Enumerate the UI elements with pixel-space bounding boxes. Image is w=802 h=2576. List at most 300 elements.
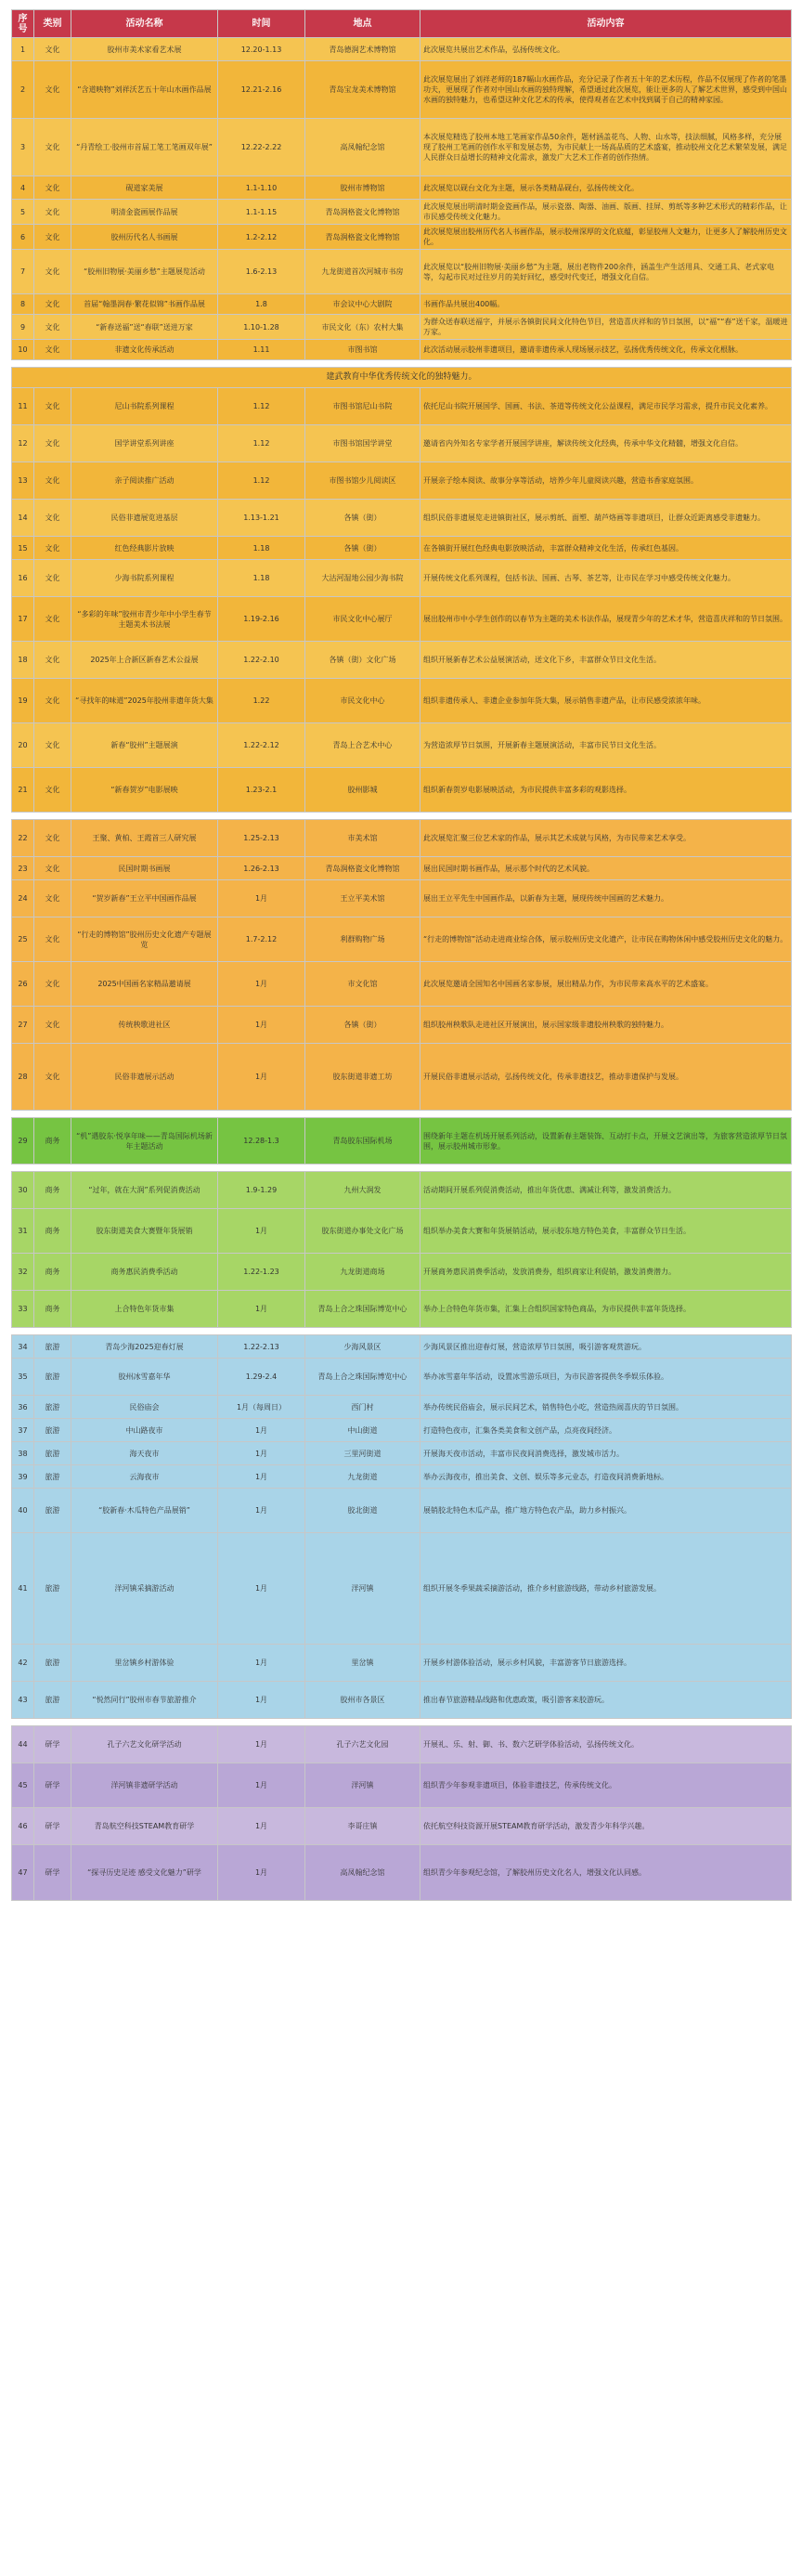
table-row [12,679,792,723]
cell-type: 文化 [34,315,71,340]
table-row [12,1007,792,1044]
cell-time: 12.21-2.16 [218,61,305,119]
cell-type: 文化 [34,1044,71,1111]
cell-no: 38 [12,1442,34,1465]
cell-place: 各镇（街） [305,537,420,560]
cell-time: 1月 [218,1845,305,1901]
cell-name: 商务惠民消费季活动 [71,1254,218,1291]
cell-content: 开展乡村游体验活动，展示乡村风貌，丰富游客节日旅游选择。 [420,1645,792,1682]
cell-content: 组织新春贺岁电影展映活动，为市民提供丰富多彩的观影选择。 [420,768,792,813]
cell-type: 商务 [34,1209,71,1254]
cell-time: 1月 [218,1465,305,1489]
cell-time: 1月 [218,1645,305,1682]
table-row [12,1442,792,1465]
cell-name: 胶州历代名人书画展 [71,225,218,250]
cell-place: 青岛润格瓷文化博物馆 [305,200,420,225]
cell-no: 23 [12,857,34,880]
table-row [12,1645,792,1682]
cell-name: 云海夜市 [71,1465,218,1489]
cell-place: 孔子六艺文化园 [305,1726,420,1763]
section-gap [12,360,792,368]
cell-no: 14 [12,500,34,537]
cell-no: 36 [12,1396,34,1419]
cell-content: 本次展览精选了胶州本地工笔画家作品50余件，题材涵盖花鸟、人物、山水等，技法细腻，风格多样，充分展现了胶州工笔画的创作水平和发展态势，为市民献上一场高品质的艺术盛宴，推动胶州文化艺术繁荣发展，满足人民群众日益增长的精神文化需求，激发广大艺术工作者的创作热情。 [420,119,792,176]
cell-time: 1.9-1.29 [218,1172,305,1209]
cell-type: 商务 [34,1118,71,1164]
cell-content: 举办传统民俗庙会，展示民间艺术，销售特色小吃，营造热闹喜庆的节日氛围。 [420,1396,792,1419]
table-row [12,917,792,962]
table-row [12,768,792,813]
table-row [12,1726,792,1763]
cell-time: 1.11 [218,340,305,360]
cell-type: 旅游 [34,1682,71,1719]
cell-place: 各镇（街）文化广场 [305,642,420,679]
table-row [12,880,792,917]
cell-content: 依托尼山书院开展国学、国画、书法、茶道等传统文化公益课程，满足市民学习需求，提升市民文化素养。 [420,388,792,425]
section-gap-cell [12,1328,792,1335]
cell-type: 文化 [34,462,71,500]
cell-no: 29 [12,1118,34,1164]
table-row [12,1808,792,1845]
cell-name: 民俗非遗展示活动 [71,1044,218,1111]
cell-no: 34 [12,1335,34,1359]
table-row [12,597,792,642]
table-row [12,820,792,857]
cell-place: 九龙街道 [305,1465,420,1489]
cell-content: 此次展览以“胶州旧物展·美丽乡愁”为主题，展出老物件200余件，涵盖生产生活用具、交通工具、老式家电等，勾起市民对过往岁月的美好回忆，感受时代变迁，增强文化自信。 [420,250,792,294]
cell-content: 此次展览展出明清时期金瓷画作品，展示瓷器、陶器、油画、版画、挂屏、剪纸等多种艺术形式的精彩作品，让市民感受传统文化魅力。 [420,200,792,225]
cell-time: 1.6-2.13 [218,250,305,294]
cell-name: 青岛少海2025迎春灯展 [71,1335,218,1359]
section-banner: 建武教育中华优秀传统文化的独特魅力。 [12,368,792,388]
cell-no: 9 [12,315,34,340]
cell-place: 市图书馆尼山书院 [305,388,420,425]
cell-name: 胶州冰雪嘉年华 [71,1359,218,1396]
cell-type: 文化 [34,250,71,294]
cell-content: 此次展览邀请全国知名中国画名家参展，展出精品力作，为市民带来高水平的艺术盛宴。 [420,962,792,1007]
cell-no: 42 [12,1645,34,1682]
cell-place: 大沽河湿地公园少海书院 [305,560,420,597]
section-gap [12,1328,792,1335]
cell-place: 青岛上合艺术中心 [305,723,420,768]
section-gap-cell [12,1111,792,1118]
cell-no: 2 [12,61,34,119]
cell-name: “多彩的年味”胶州市青少年中小学生春节主题美术书法展 [71,597,218,642]
cell-place: 胶北街道 [305,1489,420,1533]
cell-type: 文化 [34,820,71,857]
cell-place: 利群购物广场 [305,917,420,962]
cell-time: 1月 [218,1682,305,1719]
cell-no: 7 [12,250,34,294]
cell-time: 1.19-2.16 [218,597,305,642]
cell-time: 1月 [218,880,305,917]
cell-name: “丹青绘工·胶州市首届工笔工笔画双年展” [71,119,218,176]
cell-no: 10 [12,340,34,360]
cell-no: 8 [12,294,34,315]
section-gap [12,1111,792,1118]
cell-content: 组织开展冬季果蔬采摘游活动，推介乡村旅游线路，带动乡村旅游发展。 [420,1533,792,1645]
cell-name: 洋河镇采摘游活动 [71,1533,218,1645]
cell-type: 文化 [34,642,71,679]
cell-no: 46 [12,1808,34,1845]
table-row [12,500,792,537]
cell-content: 邀请省内外知名专家学者开展国学讲座，解读传统文化经典，传承中华文化精髓，增强文化自信。 [420,425,792,462]
cell-name: “胶新春·木瓜特色产品展销” [71,1489,218,1533]
cell-place: 胶东街道办事处文化广场 [305,1209,420,1254]
cell-time: 1月 [218,1763,305,1808]
cell-time: 1.1-1.15 [218,200,305,225]
cell-no: 31 [12,1209,34,1254]
cell-type: 商务 [34,1291,71,1328]
cell-name: 2025中国画名家精品邀请展 [71,962,218,1007]
table-row [12,1533,792,1645]
table-row [12,1396,792,1419]
cell-content: 展出王立平先生中国画作品，以新春为主题，展现传统中国画的艺术魅力。 [420,880,792,917]
cell-no: 47 [12,1845,34,1901]
cell-place: 市图书馆 [305,340,420,360]
cell-place: 市民文化中心展厅 [305,597,420,642]
cell-name: 海天夜市 [71,1442,218,1465]
cell-type: 文化 [34,200,71,225]
cell-content: 展出民国时期书画作品，展示那个时代的艺术风貌。 [420,857,792,880]
cell-type: 文化 [34,537,71,560]
section-gap [12,813,792,820]
cell-place: 西门村 [305,1396,420,1419]
header-content: 活动内容 [420,10,792,38]
cell-content: 此次展览展出胶州历代名人书画作品，展示胶州深厚的文化底蕴，彰显胶州人文魅力，让更多人了解胶州历史文化。 [420,225,792,250]
cell-no: 6 [12,225,34,250]
cell-name: 国学讲堂系列讲座 [71,425,218,462]
cell-type: 文化 [34,723,71,768]
cell-name: 民俗非遗展览进基层 [71,500,218,537]
cell-content: 举办上合特色年货市集，汇集上合组织国家特色商品，为市民提供丰富年货选择。 [420,1291,792,1328]
table-row [12,1209,792,1254]
cell-content: 组织举办美食大赛和年货展销活动，展示胶东地方特色美食，丰富群众节日生活。 [420,1209,792,1254]
cell-content: 组织胶州秧歌队走进社区开展演出，展示国家级非遗胶州秧歌的独特魅力。 [420,1007,792,1044]
cell-name: 胶东街道美食大赛暨年货展销 [71,1209,218,1254]
cell-type: 文化 [34,294,71,315]
cell-content: 开展礼、乐、射、御、书、数六艺研学体验活动，弘扬传统文化。 [420,1726,792,1763]
cell-content: 推出春节旅游精品线路和优惠政策，吸引游客来胶游玩。 [420,1682,792,1719]
cell-name: 胶州市美术家看艺术展 [71,38,218,61]
cell-no: 13 [12,462,34,500]
cell-type: 旅游 [34,1645,71,1682]
table-row [12,315,792,340]
table-row [12,1419,792,1442]
cell-type: 研学 [34,1808,71,1845]
cell-place: 各镇（街） [305,1007,420,1044]
table-row [12,462,792,500]
cell-name: 孔子六艺文化研学活动 [71,1726,218,1763]
cell-place: 胶州影城 [305,768,420,813]
cell-no: 25 [12,917,34,962]
cell-type: 文化 [34,560,71,597]
cell-no: 43 [12,1682,34,1719]
table-row [12,294,792,315]
cell-no: 40 [12,1489,34,1533]
cell-content: 开展亲子绘本阅读、故事分享等活动，培养少年儿童阅读兴趣，营造书香家庭氛围。 [420,462,792,500]
cell-time: 1月 [218,1533,305,1645]
section-gap-cell [12,1719,792,1726]
cell-name: 中山路夜市 [71,1419,218,1442]
cell-no: 12 [12,425,34,462]
header-type: 类别 [34,10,71,38]
cell-time: 1.7-2.12 [218,917,305,962]
cell-type: 文化 [34,38,71,61]
cell-place: 九州大润发 [305,1172,420,1209]
cell-content: 此次展览共展出艺术作品，弘扬传统文化。 [420,38,792,61]
table-row [12,962,792,1007]
cell-place: 里岔镇 [305,1645,420,1682]
cell-place: 胶东街道非遗工坊 [305,1044,420,1111]
table-row [12,1172,792,1209]
cell-place: 王立平美术馆 [305,880,420,917]
cell-time: 1.25-2.13 [218,820,305,857]
table-row [12,250,792,294]
cell-content: 少海风景区推出迎春灯展，营造浓厚节日氛围，吸引游客观赏游玩。 [420,1335,792,1359]
cell-name: “机”遇胶东·悦享年味——青岛国际机场新年主题活动 [71,1118,218,1164]
cell-name: 红色经典影片放映 [71,537,218,560]
cell-type: 文化 [34,500,71,537]
cell-content: 此次展览汇聚三位艺术家的作品，展示其艺术成就与风格，为市民带来艺术享受。 [420,820,792,857]
cell-no: 37 [12,1419,34,1442]
table-row [12,61,792,119]
cell-time: 1.13-1.21 [218,500,305,537]
cell-no: 11 [12,388,34,425]
cell-name: “新春送福”送“春联”送进万家 [71,315,218,340]
cell-content: 组织非遗传承人、非遗企业参加年货大集，展示销售非遗产品，让市民感受浓浓年味。 [420,679,792,723]
cell-no: 19 [12,679,34,723]
cell-no: 17 [12,597,34,642]
cell-place: 市美术馆 [305,820,420,857]
cell-content: 开展海天夜市活动，丰富市民夜间消费选择，激发城市活力。 [420,1442,792,1465]
cell-type: 文化 [34,61,71,119]
cell-time: 1月 [218,1419,305,1442]
table-header-row [12,10,792,38]
section-gap [12,1164,792,1172]
cell-content: 开展民俗非遗展示活动，弘扬传统文化，传承非遗技艺，推动非遗保护与发展。 [420,1044,792,1111]
cell-no: 35 [12,1359,34,1396]
header-no: 序号 [12,10,34,38]
cell-no: 26 [12,962,34,1007]
table-row [12,1254,792,1291]
cell-place: 少海风景区 [305,1335,420,1359]
table-row [12,225,792,250]
cell-place: 九龙街道首次河城市书房 [305,250,420,294]
cell-content: 围绕新年主题在机场开展系列活动，设置新春主题装饰、互动打卡点，开展文艺演出等，为旅客营造浓厚节日氛围，展示胶州城市形象。 [420,1118,792,1164]
cell-no: 4 [12,176,34,200]
cell-time: 1.8 [218,294,305,315]
cell-name: 里岔镇乡村游体验 [71,1645,218,1682]
cell-type: 文化 [34,962,71,1007]
cell-place: 市图书馆少儿阅读区 [305,462,420,500]
cell-name: “寻找年的味道”2025年胶州非遗年货大集 [71,679,218,723]
cell-content: 举办冰雪嘉年华活动，设置冰雪游乐项目，为市民游客提供冬季娱乐体验。 [420,1359,792,1396]
cell-place: 市会议中心大剧院 [305,294,420,315]
cell-place: 胶州市博物馆 [305,176,420,200]
cell-no: 28 [12,1044,34,1111]
cell-type: 文化 [34,679,71,723]
cell-type: 研学 [34,1763,71,1808]
cell-content: 为营造浓厚节日氛围，开展新春主题展演活动，丰富市民节日文化生活。 [420,723,792,768]
cell-type: 旅游 [34,1533,71,1645]
cell-time: 1.2-2.12 [218,225,305,250]
cell-type: 研学 [34,1845,71,1901]
cell-no: 15 [12,537,34,560]
cell-name: 洋河镇非遗研学活动 [71,1763,218,1808]
table-row [12,1489,792,1533]
cell-name: 民国时期书画展 [71,857,218,880]
cell-type: 旅游 [34,1442,71,1465]
table-row [12,1845,792,1901]
table-row [12,537,792,560]
cell-name: 少海书院系列课程 [71,560,218,597]
table-row [12,723,792,768]
cell-content: 组织开展新春艺术公益展演活动，送文化下乡，丰富群众节日文化生活。 [420,642,792,679]
cell-place: 李哥庄镇 [305,1808,420,1845]
cell-place: 高凤翰纪念馆 [305,119,420,176]
section-gap-cell [12,1164,792,1172]
cell-time: 1.29-2.4 [218,1359,305,1396]
cell-time: 1.26-2.13 [218,857,305,880]
cell-time: 1月（每周日） [218,1396,305,1419]
cell-time: 1.22-2.13 [218,1335,305,1359]
cell-content: 为群众送春联送福字，并展示各镇街民间文化特色节目，营造喜庆祥和的节日氛围，以“福”“春”送千家，温暖进万家。 [420,315,792,340]
table-body [12,38,792,1901]
table-row [12,1044,792,1111]
cell-place: 青岛润格瓷文化博物馆 [305,857,420,880]
cell-content: 依托航空科技资源开展STEAM教育研学活动，激发青少年科学兴趣。 [420,1808,792,1845]
cell-place: 市民文化（东）农村大集 [305,315,420,340]
cell-type: 研学 [34,1726,71,1763]
cell-name: 首届“翰墨润春·繁花似锦”书画作品展 [71,294,218,315]
cell-place: 洋河镇 [305,1533,420,1645]
cell-place: 三里河街道 [305,1442,420,1465]
cell-no: 16 [12,560,34,597]
cell-time: 1月 [218,1291,305,1328]
cell-name: “胶州旧物展·美丽乡愁”主题展览活动 [71,250,218,294]
cell-type: 文化 [34,768,71,813]
table-row [12,642,792,679]
cell-name: 新春“胶州”主题展演 [71,723,218,768]
cell-content: 书画作品共展出400幅。 [420,294,792,315]
cell-time: 12.22-2.22 [218,119,305,176]
cell-type: 旅游 [34,1335,71,1359]
section-banner-row [12,368,792,388]
cell-type: 旅游 [34,1359,71,1396]
cell-no: 32 [12,1254,34,1291]
cell-type: 文化 [34,597,71,642]
table-row [12,1465,792,1489]
cell-time: 12.28-1.3 [218,1118,305,1164]
cell-type: 旅游 [34,1465,71,1489]
cell-content: 组织青少年参观纪念馆，了解胶州历史文化名人，增强文化认同感。 [420,1845,792,1901]
cell-no: 33 [12,1291,34,1328]
cell-place: 青岛润格瓷文化博物馆 [305,225,420,250]
table-row [12,1335,792,1359]
cell-type: 文化 [34,176,71,200]
header-place: 地点 [305,10,420,38]
cell-name: 民俗庙会 [71,1396,218,1419]
cell-time: 1.10-1.28 [218,315,305,340]
cell-type: 文化 [34,388,71,425]
table-row [12,340,792,360]
table-row [12,1359,792,1396]
cell-name: 砚道家美展 [71,176,218,200]
cell-place: 青岛上合之珠国际博览中心 [305,1291,420,1328]
table-row [12,1118,792,1164]
cell-content: 此次活动展示胶州非遗项目，邀请非遗传承人现场展示技艺，弘扬优秀传统文化，传承文化根脉。 [420,340,792,360]
cell-name: “过年，就在大润”系列促消费活动 [71,1172,218,1209]
cell-time: 1月 [218,962,305,1007]
cell-time: 1.23-2.1 [218,768,305,813]
cell-name: 2025年上合新区新春艺术公益展 [71,642,218,679]
events-table [11,9,792,1901]
cell-no: 44 [12,1726,34,1763]
table-row [12,1682,792,1719]
cell-time: 1月 [218,1007,305,1044]
cell-type: 文化 [34,340,71,360]
cell-type: 商务 [34,1172,71,1209]
cell-name: 非遗文化传承活动 [71,340,218,360]
cell-type: 旅游 [34,1396,71,1419]
cell-type: 文化 [34,917,71,962]
cell-time: 1.18 [218,560,305,597]
cell-content: 展销胶北特色木瓜产品，推广地方特色农产品，助力乡村振兴。 [420,1489,792,1533]
cell-name: “贺岁新春”王立平中国画作品展 [71,880,218,917]
cell-time: 1.22 [218,679,305,723]
cell-time: 1.1-1.10 [218,176,305,200]
table-row [12,200,792,225]
cell-name: “行走的博物馆”胶州历史文化遗产专题展览 [71,917,218,962]
cell-time: 1月 [218,1209,305,1254]
cell-type: 文化 [34,425,71,462]
cell-time: 1.22-2.12 [218,723,305,768]
cell-time: 1.22-2.10 [218,642,305,679]
cell-place: 市文化馆 [305,962,420,1007]
cell-time: 1.18 [218,537,305,560]
cell-time: 1月 [218,1489,305,1533]
table-row [12,560,792,597]
cell-time: 1月 [218,1726,305,1763]
cell-time: 1月 [218,1044,305,1111]
cell-name: 传统秧歌进社区 [71,1007,218,1044]
cell-no: 3 [12,119,34,176]
section-gap-cell [12,813,792,820]
table-row [12,119,792,176]
cell-name: “新春贺岁”电影展映 [71,768,218,813]
cell-name: 亲子阅读推广活动 [71,462,218,500]
cell-content: 打造特色夜市，汇集各类美食和文创产品，点亮夜间经济。 [420,1419,792,1442]
header-time: 时间 [218,10,305,38]
cell-name: “悦然同行”胶州市春节旅游推介 [71,1682,218,1719]
cell-place: 高凤翰纪念馆 [305,1845,420,1901]
cell-type: 文化 [34,1007,71,1044]
cell-place: 胶州市各景区 [305,1682,420,1719]
cell-type: 文化 [34,880,71,917]
cell-type: 文化 [34,225,71,250]
cell-content: 此次展览以砚台文化为主题，展示各类精品砚台，弘扬传统文化。 [420,176,792,200]
cell-no: 24 [12,880,34,917]
cell-name: 王聚、黄柏、王霞首三人研究展 [71,820,218,857]
cell-type: 旅游 [34,1419,71,1442]
cell-content: 组织民俗非遗展览走进镇街社区，展示剪纸、面塑、葫芦烙画等非遗项目，让群众近距离感受非遗魅力。 [420,500,792,537]
cell-place: 中山街道 [305,1419,420,1442]
cell-no: 18 [12,642,34,679]
cell-name: “探寻历史足迹 感受文化魅力”研学 [71,1845,218,1901]
cell-place: 青岛宝龙美术博物馆 [305,61,420,119]
cell-no: 39 [12,1465,34,1489]
